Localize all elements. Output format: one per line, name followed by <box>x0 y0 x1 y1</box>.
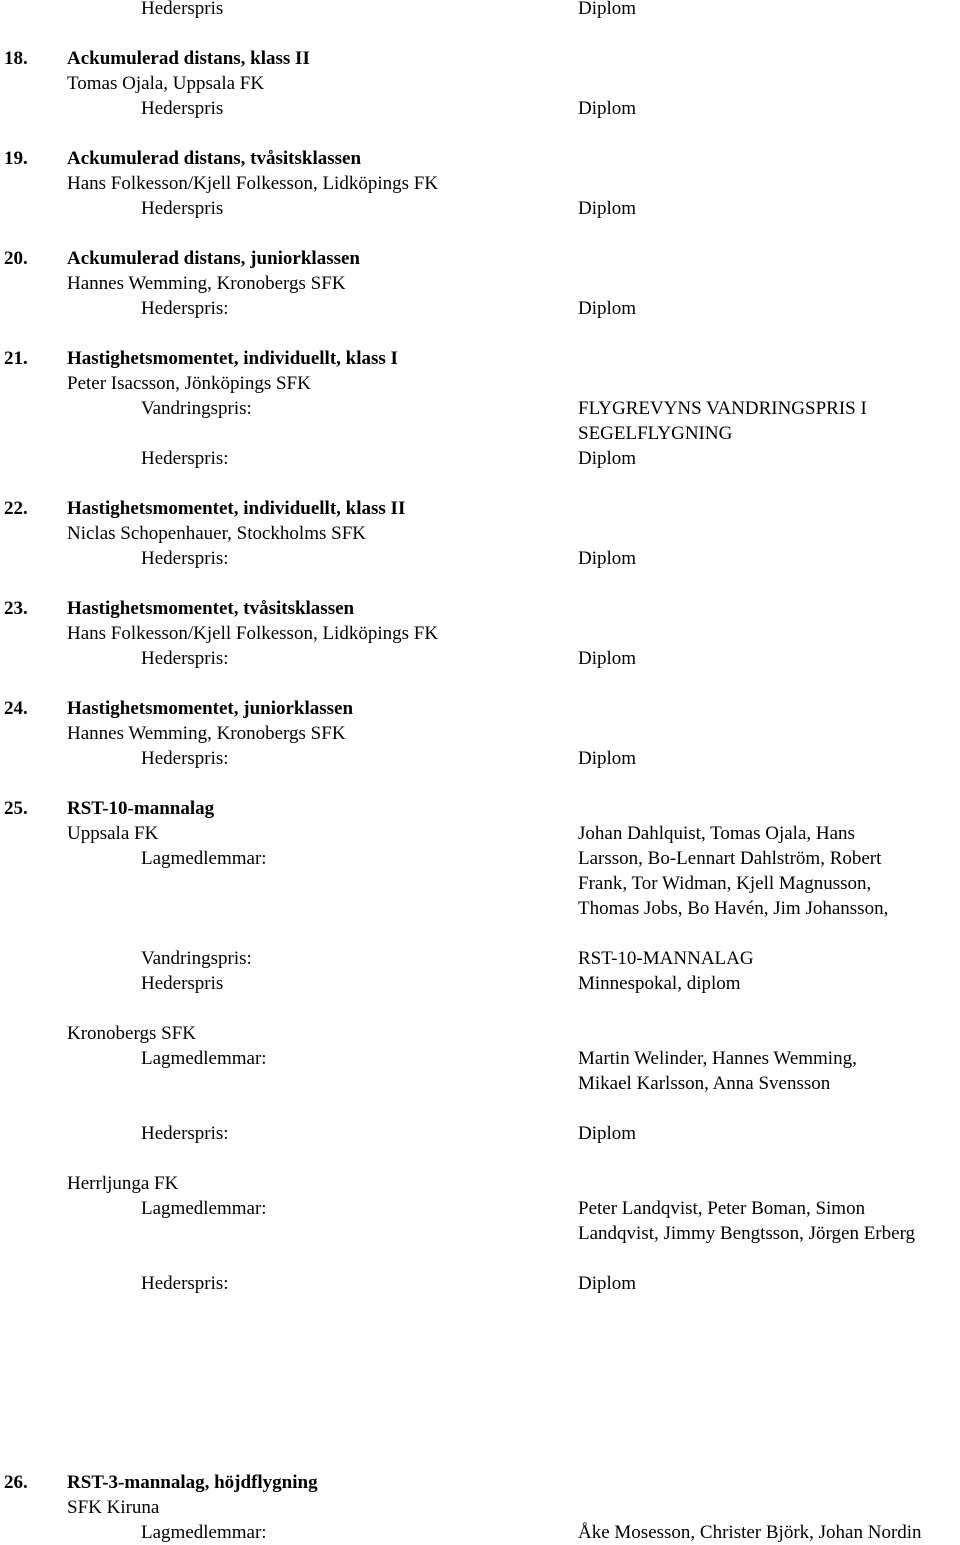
prize-value: Diplom <box>578 198 637 219</box>
item-title: Hastighetsmomentet, tvåsitsklassen <box>67 598 355 619</box>
team-member-line: Peter Landqvist, Peter Boman, Simon <box>578 1198 866 1219</box>
prize-value: Diplom <box>578 0 637 19</box>
team-member-line: Landqvist, Jimmy Bengtsson, Jörgen Erberg <box>578 1223 916 1244</box>
team-member-line: Larsson, Bo-Lennart Dahlström, Robert <box>578 848 882 869</box>
prize-value: Diplom <box>578 1123 637 1144</box>
prize-value: Diplom <box>578 1273 637 1294</box>
trophy-label: Vandringspris: <box>141 398 252 419</box>
item-number: 19. <box>4 148 28 169</box>
prize-value: Diplom <box>578 648 637 669</box>
team-members-label: Lagmedlemmar: <box>141 1048 267 1069</box>
item-title: Hastighetsmomentet, individuellt, klass II <box>67 498 406 519</box>
item-number: 21. <box>4 348 28 369</box>
prize-label: Hederspris: <box>141 548 229 569</box>
item-winner: Hannes Wemming, Kronobergs SFK <box>67 273 346 294</box>
team-members-label: Lagmedlemmar: <box>141 1198 267 1219</box>
item-winner: Hans Folkesson/Kjell Folkesson, Lidköpings FK <box>67 623 439 644</box>
prize-label: Hederspris <box>141 198 224 219</box>
trophy-value: SEGELFLYGNING <box>578 423 733 444</box>
trophy-value: FLYGREVYNS VANDRINGSPRIS I <box>578 398 867 419</box>
item-title: Ackumulerad distans, juniorklassen <box>67 248 360 269</box>
team-member-line: Frank, Tor Widman, Kjell Magnusson, <box>578 873 872 894</box>
item-title: Ackumulerad distans, klass II <box>67 48 310 69</box>
item-title: Ackumulerad distans, tvåsitsklassen <box>67 148 362 169</box>
prize-value: Diplom <box>578 748 637 769</box>
item-number: 24. <box>4 698 28 719</box>
item-number: 26. <box>4 1472 28 1493</box>
item-title: Hastighetsmomentet, individuellt, klass I <box>67 348 398 369</box>
item-number: 23. <box>4 598 28 619</box>
team-member-line: Johan Dahlquist, Tomas Ojala, Hans <box>578 823 855 844</box>
prize-value: Minnespokal, diplom <box>578 973 741 994</box>
trophy-value: RST-10-MANNALAG <box>578 948 754 969</box>
team-member-line: Mikael Karlsson, Anna Svensson <box>578 1073 831 1094</box>
item-number: 20. <box>4 248 28 269</box>
item-winner: Hannes Wemming, Kronobergs SFK <box>67 723 346 744</box>
prize-value: Diplom <box>578 448 637 469</box>
item-title: RST-10-mannalag <box>67 798 215 819</box>
item-number: 25. <box>4 798 28 819</box>
prize-label: Hederspris <box>141 973 224 994</box>
prize-label: Hederspris: <box>141 648 229 669</box>
item-number: 18. <box>4 48 28 69</box>
trophy-label: Vandringspris: <box>141 948 252 969</box>
prize-label: Hederspris <box>141 98 224 119</box>
prize-label: Hederspris: <box>141 1273 229 1294</box>
team-members-label: Lagmedlemmar: <box>141 1522 267 1543</box>
item-winner: Niclas Schopenhauer, Stockholms SFK <box>67 523 366 544</box>
item-winner: Tomas Ojala, Uppsala FK <box>67 73 265 94</box>
team-member-line: Thomas Jobs, Bo Havén, Jim Johansson, <box>578 898 889 919</box>
team-members-label: Lagmedlemmar: <box>141 848 267 869</box>
team-member-line: Åke Mosesson, Christer Björk, Johan Nordin <box>578 1522 922 1543</box>
item-number: 22. <box>4 498 28 519</box>
prize-value: Diplom <box>578 548 637 569</box>
item-winner: Peter Isacsson, Jönköpings SFK <box>67 373 311 394</box>
prize-value: Diplom <box>578 98 637 119</box>
prize-label: Hederspris: <box>141 1123 229 1144</box>
team-club: Uppsala FK <box>67 823 159 844</box>
prize-label: Hederspris: <box>141 748 229 769</box>
team-club: Herrljunga FK <box>67 1173 179 1194</box>
prize-label: Hederspris: <box>141 448 229 469</box>
item-title: RST-3-mannalag, höjdflygning <box>67 1472 318 1493</box>
prize-label: Hederspris: <box>141 298 229 319</box>
team-club: Kronobergs SFK <box>67 1023 196 1044</box>
item-title: Hastighetsmomentet, juniorklassen <box>67 698 354 719</box>
team-member-line: Martin Welinder, Hannes Wemming, <box>578 1048 857 1069</box>
item-winner: Hans Folkesson/Kjell Folkesson, Lidköpings FK <box>67 173 439 194</box>
team-club: SFK Kiruna <box>67 1497 160 1518</box>
prize-value: Diplom <box>578 298 637 319</box>
prize-label: Hederspris <box>141 0 224 19</box>
